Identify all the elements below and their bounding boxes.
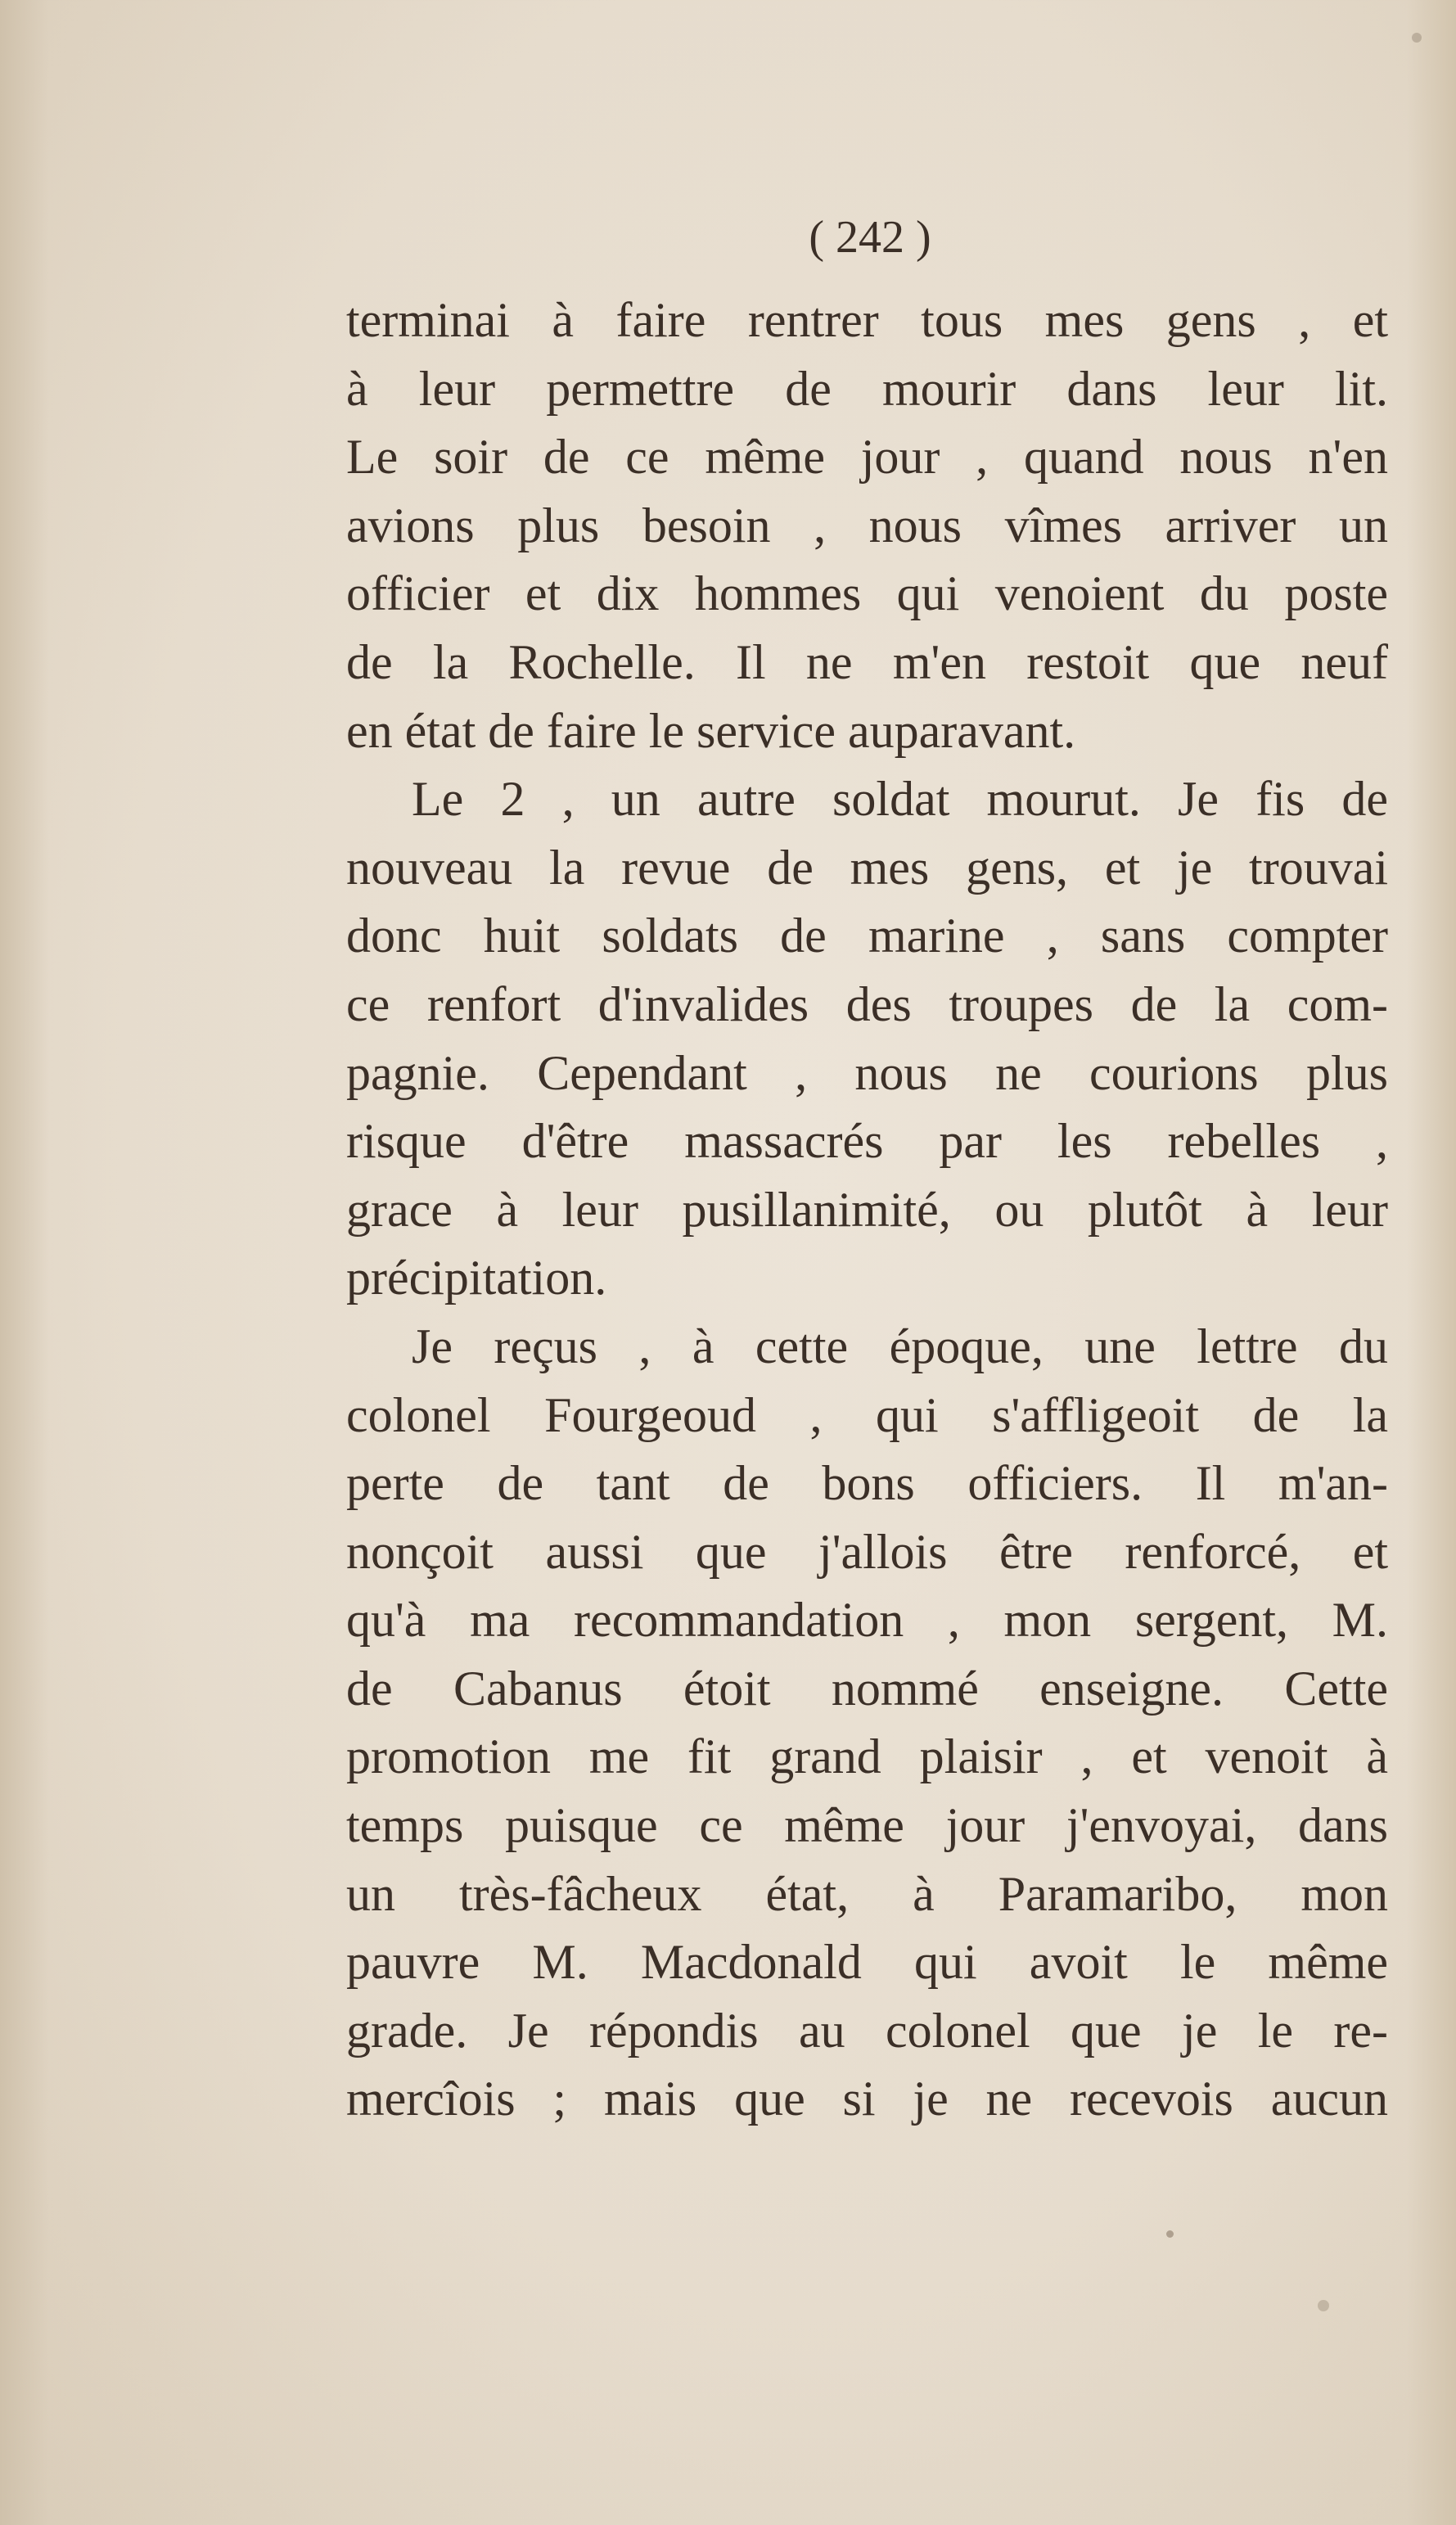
text-line: de Cabanus étoit nommé enseigne. Cette (346, 1661, 1388, 1716)
paper-speck (1166, 2230, 1174, 2238)
text-line: officier et dix hommes qui venoient du poste (346, 566, 1388, 621)
text-line: un très-fâcheux état, à Paramaribo, mon (346, 1866, 1388, 1921)
text-line: ce renfort d'invalides des troupes de la com- (346, 976, 1388, 1031)
page-shadow-right (1407, 0, 1456, 2525)
text-line: temps puisque ce même jour j'envoyai, dans (346, 1798, 1388, 1853)
text-line: grace à leur pusillanimité, ou plutôt à leur (346, 1182, 1388, 1237)
text-line: à leur permettre de mourir dans leur lit. (346, 361, 1388, 416)
text-line: mercîois ; mais que si je ne recevois aucun (346, 2072, 1388, 2126)
text-line: précipitation. (346, 1251, 607, 1305)
text-line: perte de tant de bons officiers. Il m'an- (346, 1456, 1388, 1511)
text-line: Le soir de ce même jour , quand nous n'en (346, 430, 1388, 485)
text-line: terminai à faire rentrer tous mes gens , et (346, 293, 1388, 347)
text-line: Je reçus , à cette époque, une lettre du (412, 1319, 1388, 1373)
text-line: en état de faire le service auparavant. (346, 703, 1076, 758)
text-line: grade. Je répondis au colonel que je le re- (346, 2003, 1388, 2058)
text-line: colonel Fourgeoud , qui s'affligeoit de la (346, 1387, 1388, 1442)
text-line: nouveau la revue de mes gens, et je trouvai (346, 840, 1388, 895)
text-line: qu'à ma recommandation , mon sergent, M. (346, 1593, 1388, 1648)
text-line: pagnie. Cependant , nous ne courions plus (346, 1045, 1388, 1100)
paper-speck (1318, 2300, 1329, 2311)
text-line: risque d'être massacrés par les rebelles , (346, 1114, 1388, 1169)
text-line: de la Rochelle. Il ne m'en restoit que neuf (346, 634, 1388, 689)
page-shadow-left (0, 0, 49, 2525)
page-number: ( 242 ) (809, 212, 931, 263)
text-line: Le 2 , un autre soldat mourut. Je fis de (412, 772, 1388, 827)
text-line: nonçoit aussi que j'allois être renforcé, et (346, 1524, 1388, 1579)
body-text (346, 286, 1388, 2134)
paper-speck (1412, 33, 1422, 43)
text-line: pauvre M. Macdonald qui avoit le même (346, 1935, 1388, 1990)
text-line: promotion me fit grand plaisir , et venoit à (346, 1729, 1388, 1784)
text-line: avions plus besoin , nous vîmes arriver un (346, 498, 1388, 552)
text-line: donc huit soldats de marine , sans compter (346, 909, 1388, 963)
